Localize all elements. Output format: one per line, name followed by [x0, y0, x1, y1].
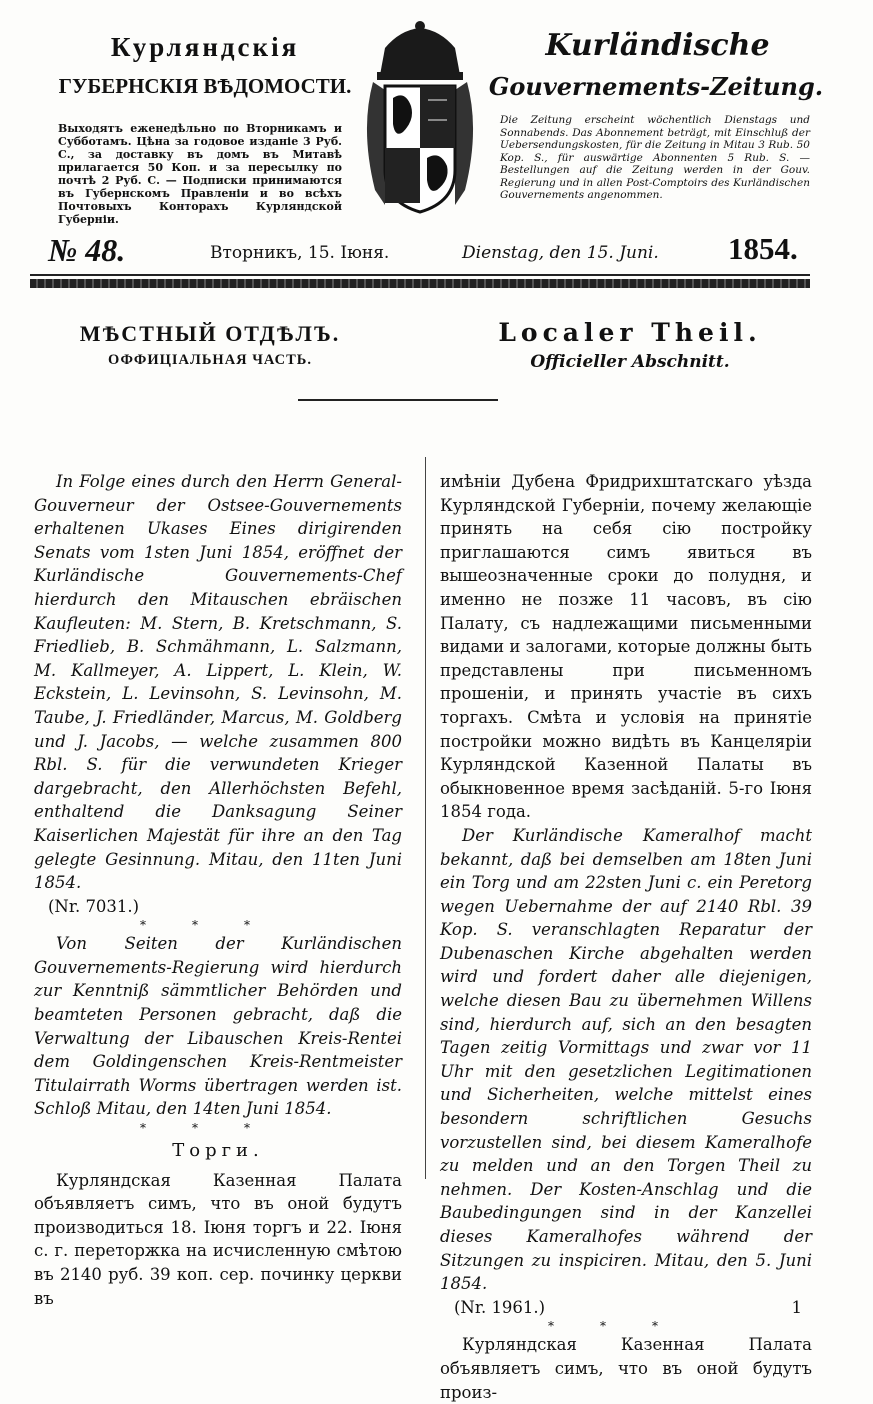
column-divider — [425, 457, 426, 1179]
ru-auction-notice-cont: имѣніи Дубена Фридрихштатскаго уѣзда Курляндской Губерніи, почему желающіе принять на себя сію постройку приглашаются симъ явиться въ вышеозначенные сроки до полудня, и именно не позже 11 часовъ, въ сію Палату, съ надлежащими письменными видами и залогами, которые должны быть представлены при письменномъ прошеніи, и принять участіе въ сихъ торгахъ. Смѣта и условія на принятіе постройки можно видѣть въ Канцеляріи Курляндской Казенной Палаты въ обыкновенное время засѣданій. 5-го Іюня 1854 года. — [440, 472, 812, 822]
de-section-subtitle: Officieller Abschnitt. — [530, 352, 730, 372]
de-title-line-2: Gouvernements-Zeitung. — [488, 72, 824, 101]
ru-auction-notice-start: Курляндская Казенная Палата объявляетъ симъ, что въ оной будутъ производиться 18. Іюня торгъ и 22. Іюня с. г. переторжка на исчисленную смѣтою въ 2140 руб. 39 коп. сер. починку церкви въ — [34, 1170, 402, 1308]
ru-title-line-1: Курляндскія — [110, 32, 300, 62]
de-subscription-info: Die Zeitung erscheint wöchentlich Dienstags und Sonnabends. Das Abonnement beträgt, mit Einschluß der Uebersendungskosten, für die Zeitung in Mitau 3 Rub. 50 Kop. S., für auswärtige Abonnenten 5 Rub. S. — Bestellungen auf die Zeitung werden in der Gouv. Regierung und in allen Post-Comptoirs des Kurländischen Gouvernements angenommen. — [500, 114, 810, 201]
notice-number: (Nr. 7031.) — [48, 896, 140, 916]
header-rule-thin — [30, 274, 810, 276]
right-column — [440, 470, 812, 1402]
header-rule-thick — [30, 279, 810, 288]
ru-title-line-2: ГУБЕРНСКІЯ ВѢДОМОСТИ. — [58, 74, 352, 98]
auctions-heading: Торги. — [172, 1140, 264, 1162]
issue-number: № 48. — [48, 232, 126, 268]
ru-subscription-info: Выходятъ еженедѣльно по Вторникамъ и Субботамъ. Цѣна за годовое изданіе 3 Руб. С., за доставку въ домъ въ Митавѣ прилагается 50 Коп. и за пересылку по почтѣ 2 Руб. С. — Подписки принимаются въ Губернскомъ Правленіи и во всѣхъ Почтовыхъ Конторахъ Курляндской Губерніи. — [58, 122, 342, 226]
separator-stars: *** — [548, 1319, 704, 1334]
coat-of-arms-icon — [355, 20, 485, 218]
de-issue-date: Dienstag, den 15. Juni. — [462, 243, 659, 263]
ru-auction-notice-2: Курляндская Казенная Палата объявляетъ симъ, что въ оной будутъ произ- — [440, 1335, 812, 1402]
rentei-notice: Von Seiten der Kurländischen Gouvernements-Regierung wird hierdurch zur Kenntniß sämmtlicher Behörden und beamteten Personen gebracht, daß die Verwaltung der Libauschen Kreis-Rentei dem Goldingenschen Kreis-Rentmeister Titulairrath Worms übertragen werden ist. Schloß Mitau, den 14ten Juni 1854. — [34, 934, 402, 1119]
de-auction-notice: Der Kurländische Kameralhof macht bekannt, daß bei demselben am 18ten Juni ein Torg und am 22sten Juni c. ein Peretorg wegen Uebernahme der auf 2140 Rbl. 39 Kop. S. veranschlagten Reparatur der Dubenaschen Kirche abgehalten werden wird und fordert daher alle diejenigen, welche diesen Bau zu übernehmen Willens sind, hierdurch auf, sich an den besagten Tagen zeitig Vormittags und zwar vor 11 Uhr mit den gesetzlichen Legitimationen und Sicherheiten, welche mittelst eines besondern schriftlichen Gesuchs vorzustellen sind, bei diesem Kameralhofe zu melden und an den Torgen Theil zu nehmen. Der Kosten-Anschlag und die Baubedingungen sind in der Kanzellei dieses Kameralhofes während der Sitzungen zu inspiciren. Mitau, den 5. Juni 1854. — [440, 825, 812, 1294]
left-column — [34, 470, 402, 1308]
notice-mark: 1 — [791, 1297, 802, 1317]
ru-section-title: МѢСТНЫЙ ОТДѢЛЪ. — [79, 321, 341, 346]
de-section-title: Localer Theil. — [498, 318, 762, 347]
separator-stars: *** — [140, 1121, 296, 1136]
senate-ukase-notice: In Folge eines durch den Herrn General-Gouverneur der Ostsee-Gouvernements erhaltenen Ukases Eines dirigirenden Senats vom 1sten Juni 1854, eröffnet der Kurländische Gouvernements-Chef hierdurch den Mitauschen ebräischen Kaufleuten: M. Stern, B. Kretschmann, S. Friedlieb, B. Schmähmann, L. Salzmann, M. Kallmeyer, A. Lippert, L. Klein, W. Eckstein, L. Levinsohn, S. Levinsohn, M. Taube, J. Friedländer, Marcus, M. Goldberg und J. Jacobs, — welche zusammen 800 Rbl. S. für die verwundeten Krieger dargebracht, den Allerhöchsten Befehl, enthaltend die Danksagung Seiner Kaiserlichen Majestät für ihre an den Tag gelegte Gesinnung. Mitau, den 11ten Juni 1854. — [34, 472, 402, 893]
separator-stars: *** — [140, 918, 296, 933]
de-title-line-1: Kurländische — [545, 28, 770, 63]
section-divider — [298, 399, 498, 401]
ru-section-subtitle: ОФФИЦІАЛЬНАЯ ЧАСТЬ. — [107, 352, 313, 368]
ru-issue-date: Вторникъ, 15. Іюня. — [210, 243, 390, 263]
issue-year: 1854. — [728, 231, 798, 266]
notice-number: (Nr. 1961.) — [454, 1297, 546, 1317]
